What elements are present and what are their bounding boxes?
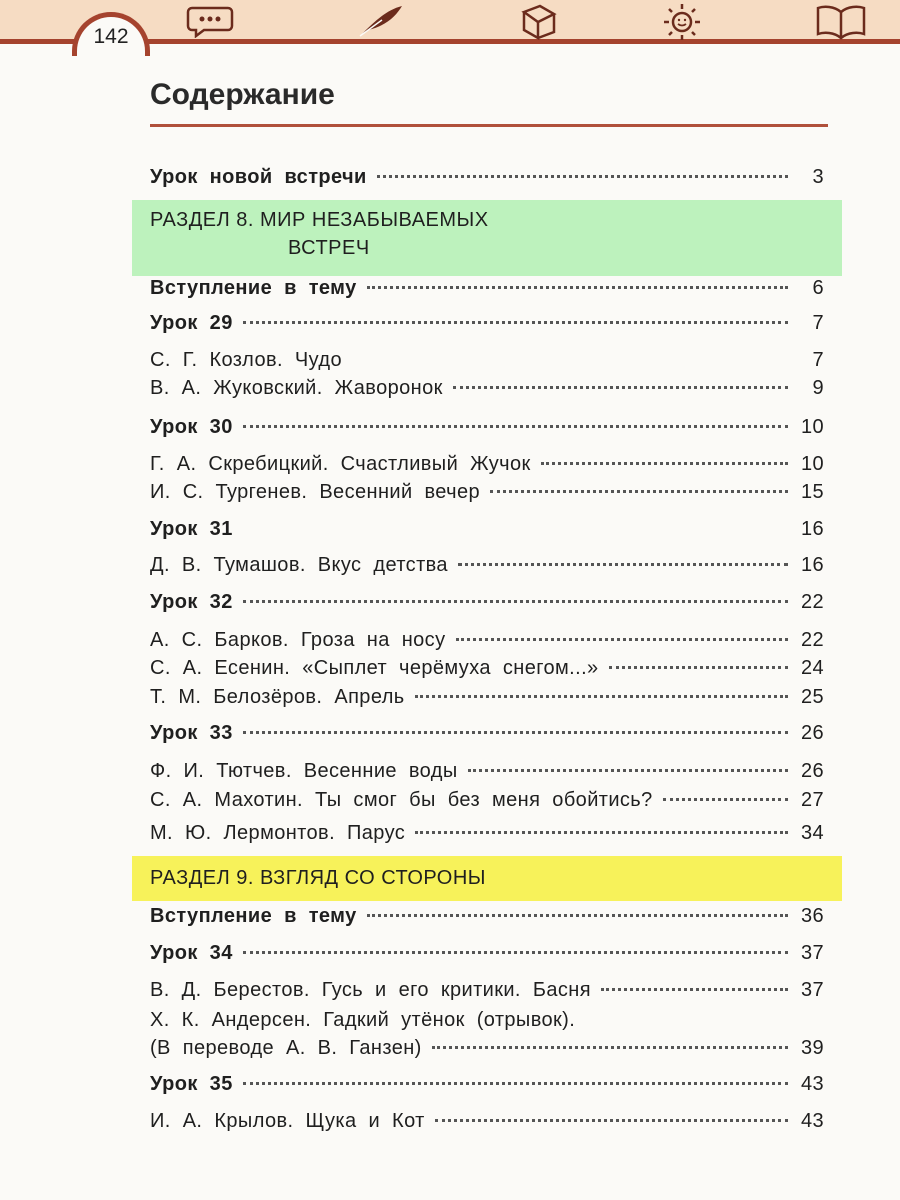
dot-leader <box>541 462 788 465</box>
toc-entry-berestov[interactable] <box>150 979 824 1007</box>
toc-entry-belozerov[interactable] <box>150 686 824 714</box>
toc-entry-page: 26 <box>800 722 824 744</box>
toc-entry-lesson-29[interactable] <box>150 312 824 340</box>
toc-entry-lermontov[interactable] <box>150 822 824 850</box>
toc-entry-title: Вступление в тему <box>150 277 357 299</box>
toc-entry-skrebitsky[interactable] <box>150 453 824 481</box>
section-8-header <box>132 200 842 276</box>
toc-entry-title: И. С. Тургенев. Весенний вечер <box>150 481 481 503</box>
feather-icon <box>356 2 406 38</box>
toc-entry-page: 16 <box>800 554 824 576</box>
toc-entry-lesson-33[interactable] <box>150 722 824 750</box>
toc-entry-title: Урок 34 <box>150 942 233 964</box>
dot-leader <box>243 731 788 734</box>
toc-entry-page: 22 <box>800 591 824 613</box>
dot-leader <box>243 1082 788 1085</box>
section-9-header <box>132 856 842 901</box>
section-8-title-line2: ВСТРЕЧ <box>288 237 370 259</box>
toc-entry-page: 7 <box>812 312 824 334</box>
toc-entry-page: 22 <box>800 629 824 651</box>
toc-entry-page: 43 <box>800 1073 824 1095</box>
toc-entry-title: Урок 29 <box>150 312 233 334</box>
page-number: 142 <box>72 12 150 56</box>
toc-entry-page: 6 <box>812 277 824 299</box>
dot-leader <box>453 386 788 389</box>
toc-entry-title: Урок 31 <box>150 518 233 540</box>
toc-entry-page: 15 <box>800 481 824 503</box>
toc-entry-title: С. А. Есенин. «Сыплет черёмуха снегом...» <box>150 657 599 679</box>
toc-entry-title: В. Д. Берестов. Гусь и его критики. Басня <box>150 979 591 1001</box>
dot-leader <box>367 286 788 289</box>
toc-entry-page: 37 <box>800 979 824 1001</box>
toc-entry-page: 43 <box>800 1110 824 1132</box>
toc-entry-tyutchev[interactable] <box>150 760 824 788</box>
toc-entry-page: 25 <box>800 686 824 708</box>
toc-entry-title: С. А. Махотин. Ты смог бы без меня обойтись? <box>150 789 653 811</box>
speech-bubble-icon <box>186 2 234 38</box>
toc-entry-page: 10 <box>800 416 824 438</box>
toc-entry-page: 26 <box>800 760 824 782</box>
toc-entry-title: Т. М. Белозёров. Апрель <box>150 686 405 708</box>
toc-entry-lesson-30[interactable] <box>150 416 824 444</box>
dot-leader <box>243 951 788 954</box>
toc-entry-kozlov[interactable] <box>150 349 824 377</box>
dot-leader <box>663 798 788 801</box>
toc-entry-andersen-line2[interactable] <box>150 1037 824 1065</box>
toc-entry-lesson-34[interactable] <box>150 942 824 970</box>
dot-leader <box>490 490 788 493</box>
book-icon <box>516 2 560 42</box>
toc-entry-title: Вступление в тему <box>150 905 357 927</box>
toc-entry-title: М. Ю. Лермонтов. Парус <box>150 822 406 844</box>
toc-entry-title: Урок 32 <box>150 591 233 613</box>
section-8-title-line1: РАЗДЕЛ 8. МИР НЕЗАБЫВАЕМЫХ <box>150 209 489 231</box>
toc-entry-page: 7 <box>812 349 824 371</box>
dot-leader <box>415 695 788 698</box>
toc-entry-lesson-31[interactable] <box>150 518 824 546</box>
open-book-icon <box>814 2 868 40</box>
toc-entry-tumashov[interactable] <box>150 554 824 582</box>
toc-entry-title: Ф. И. Тютчев. Весенние воды <box>150 760 458 782</box>
toc-entry-page: 3 <box>812 166 824 188</box>
toc-entry-title: Урок 30 <box>150 416 233 438</box>
toc-entry-zhukovsky[interactable] <box>150 377 824 405</box>
dot-leader <box>243 600 788 603</box>
dot-leader <box>243 425 788 428</box>
toc-entry-barkov[interactable] <box>150 629 824 657</box>
toc-entry-title: (В переводе А. В. Ганзен) <box>150 1037 422 1059</box>
toc-entry-esenin[interactable] <box>150 657 824 685</box>
toc-entry-title: А. С. Барков. Гроза на носу <box>150 629 446 651</box>
toc-entry-lesson-32[interactable] <box>150 591 824 619</box>
toc-entry-title: Г. А. Скребицкий. Счастливый Жучок <box>150 453 531 475</box>
toc-entry-page: 9 <box>812 377 824 399</box>
toc-entry-title: В. А. Жуковский. Жаворонок <box>150 377 443 399</box>
toc-entry-makhotin[interactable] <box>150 789 824 817</box>
dot-leader <box>601 988 788 991</box>
toc-entry-title: Урок 33 <box>150 722 233 744</box>
toc-entry-page: 10 <box>800 453 824 475</box>
toc-entry-lesson-35[interactable] <box>150 1073 824 1101</box>
toc-entry-page: 16 <box>800 518 824 540</box>
toc-entry-title: Урок новой встречи <box>150 166 367 188</box>
dot-leader <box>432 1046 788 1049</box>
toc-entry-title: И. А. Крылов. Щука и Кот <box>150 1110 425 1132</box>
toc-entry-page: 27 <box>800 789 824 811</box>
toc-entry-page: 39 <box>800 1037 824 1059</box>
toc-entry-page: 24 <box>800 657 824 679</box>
toc-entry-title: С. Г. Козлов. Чудо <box>150 349 342 371</box>
dot-leader <box>435 1119 788 1122</box>
dot-leader <box>415 831 788 834</box>
dot-leader <box>458 563 788 566</box>
dot-leader <box>609 666 788 669</box>
heading-divider <box>150 124 828 127</box>
dot-leader <box>243 321 788 324</box>
toc-entry-title: Д. В. Тумашов. Вкус детства <box>150 554 448 576</box>
toc-entry-page: 36 <box>800 905 824 927</box>
section-9-title: РАЗДЕЛ 9. ВЗГЛЯД СО СТОРОНЫ <box>150 867 487 889</box>
toc-entry-intro[interactable] <box>150 166 824 194</box>
dot-leader <box>367 914 788 917</box>
dot-leader <box>456 638 789 641</box>
toc-entry-page: 37 <box>800 942 824 964</box>
toc-entry-krylov[interactable] <box>150 1110 824 1138</box>
page-title: Содержание <box>150 78 335 111</box>
toc-entry-page: 34 <box>800 822 824 844</box>
toc-entry-section9-intro[interactable] <box>150 905 824 933</box>
toc-entry-section8-intro[interactable] <box>150 277 824 305</box>
toc-entry-andersen-line1[interactable]: Х. К. Андерсен. Гадкий утёнок (отрывок). <box>150 1009 576 1031</box>
toc-entry-title: Урок 35 <box>150 1073 233 1095</box>
sun-icon <box>660 2 704 42</box>
dot-leader <box>377 175 788 178</box>
dot-leader <box>468 769 788 772</box>
toc-entry-turgenev[interactable] <box>150 481 824 509</box>
